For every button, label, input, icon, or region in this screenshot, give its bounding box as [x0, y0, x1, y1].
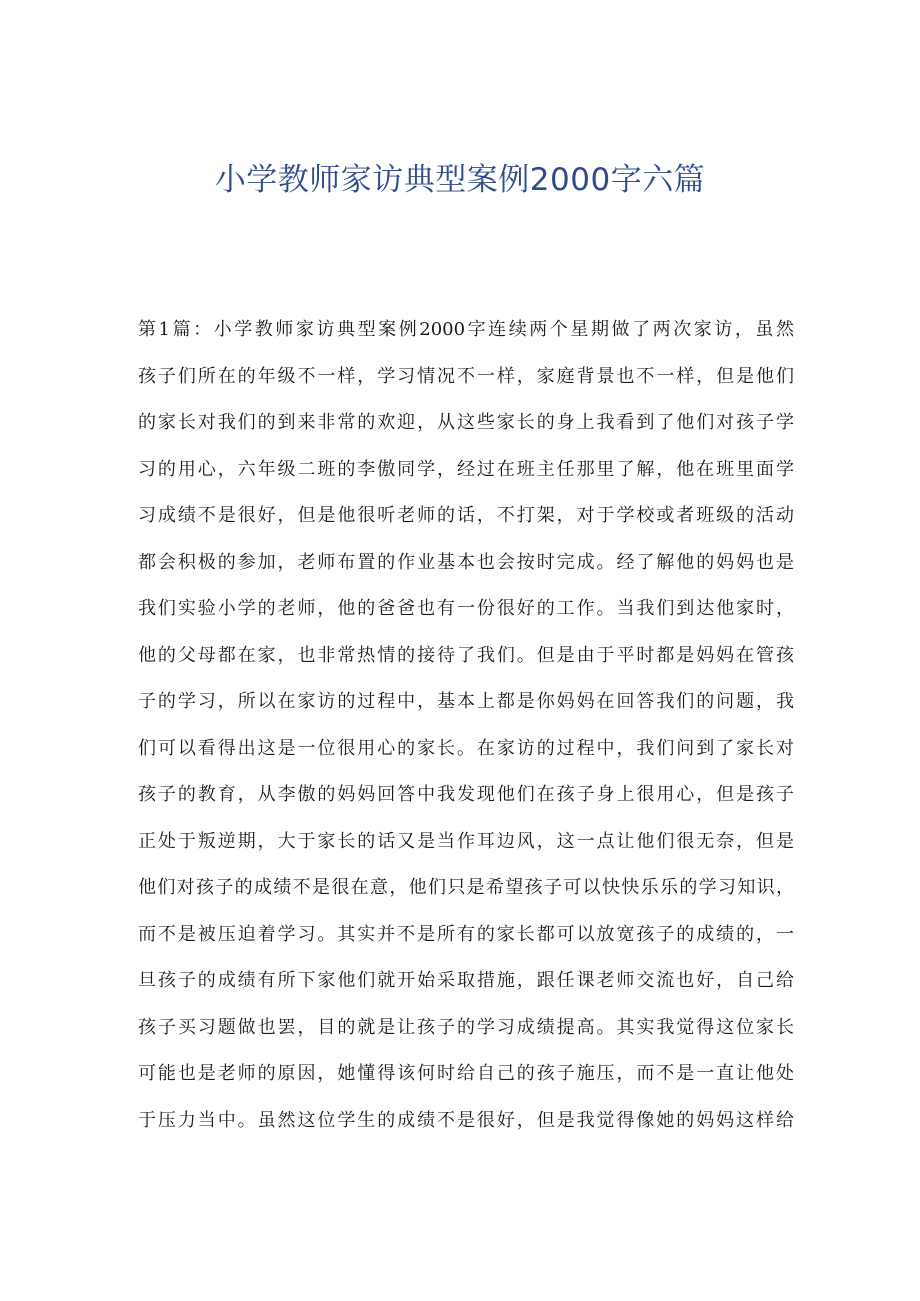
body-line: 孩子买习题做也罢，目的就是让孩子的学习成绩提高。其实我觉得这位家长 [138, 1016, 794, 1038]
body-line: 旦孩子的成绩有所下家他们就开始采取措施，跟任课老师交流也好，自己给 [138, 970, 794, 991]
body-line: 于压力当中。虽然这位学生的成绩不是很好，但是我觉得像她的妈妈这样给 [138, 1109, 794, 1131]
body-line: 正处于叛逆期，大于家长的话又是当作耳边风，这一点让他们很无奈，但是 [138, 830, 794, 852]
body-line: 而不是被压迫着学习。其实并不是所有的家长都可以放宽孩子的成绩的，一 [138, 923, 794, 945]
body-line: 习的用心，六年级二班的李傲同学，经过在班主任那里了解，他在班里面学 [138, 458, 794, 480]
body-line: 我们实验小学的老师，他的爸爸也有一份很好的工作。当我们到达他家时， [138, 598, 794, 619]
body-line: 都会积极的参加，老师布置的作业基本也会按时完成。经了解他的妈妈也是 [138, 551, 794, 573]
body-line: 孩子的教育，从李傲的妈妈回答中我发现他们在孩子身上很用心，但是孩子 [138, 784, 794, 805]
body-line: 们可以看得出这是一位很用心的家长。在家访的过程中，我们问到了家长对 [138, 737, 794, 759]
body-line: 习成绩不是很好，但是他很听老师的话，不打架，对于学校或者班级的活动 [138, 505, 794, 526]
body-line: 第1篇：小学教师家访典型案例2000字连续两个星期做了两次家访，虽然 [138, 319, 794, 340]
body-line: 的家长对我们的到来非常的欢迎，从这些家长的身上我看到了他们对孩子学 [138, 412, 794, 433]
body-line: 他的父母都在家，也非常热情的接待了我们。但是由于平时都是妈妈在管孩 [138, 644, 794, 666]
document-title: 小学教师家访典型案例2000字六篇 [214, 162, 706, 198]
body-line: 孩子们所在的年级不一样，学习情况不一样，家庭背景也不一样，但是他们 [138, 365, 794, 387]
document-body [138, 307, 794, 1144]
body-line: 子的学习，所以在家访的过程中，基本上都是你妈妈在回答我们的问题，我 [138, 691, 794, 712]
body-line: 可能也是老师的原因，她懂得该何时给自己的孩子施压，而不是一直让他处 [138, 1063, 794, 1084]
body-line: 他们对孩子的成绩不是很在意，他们只是希望孩子可以快快乐乐的学习知识， [138, 877, 794, 898]
